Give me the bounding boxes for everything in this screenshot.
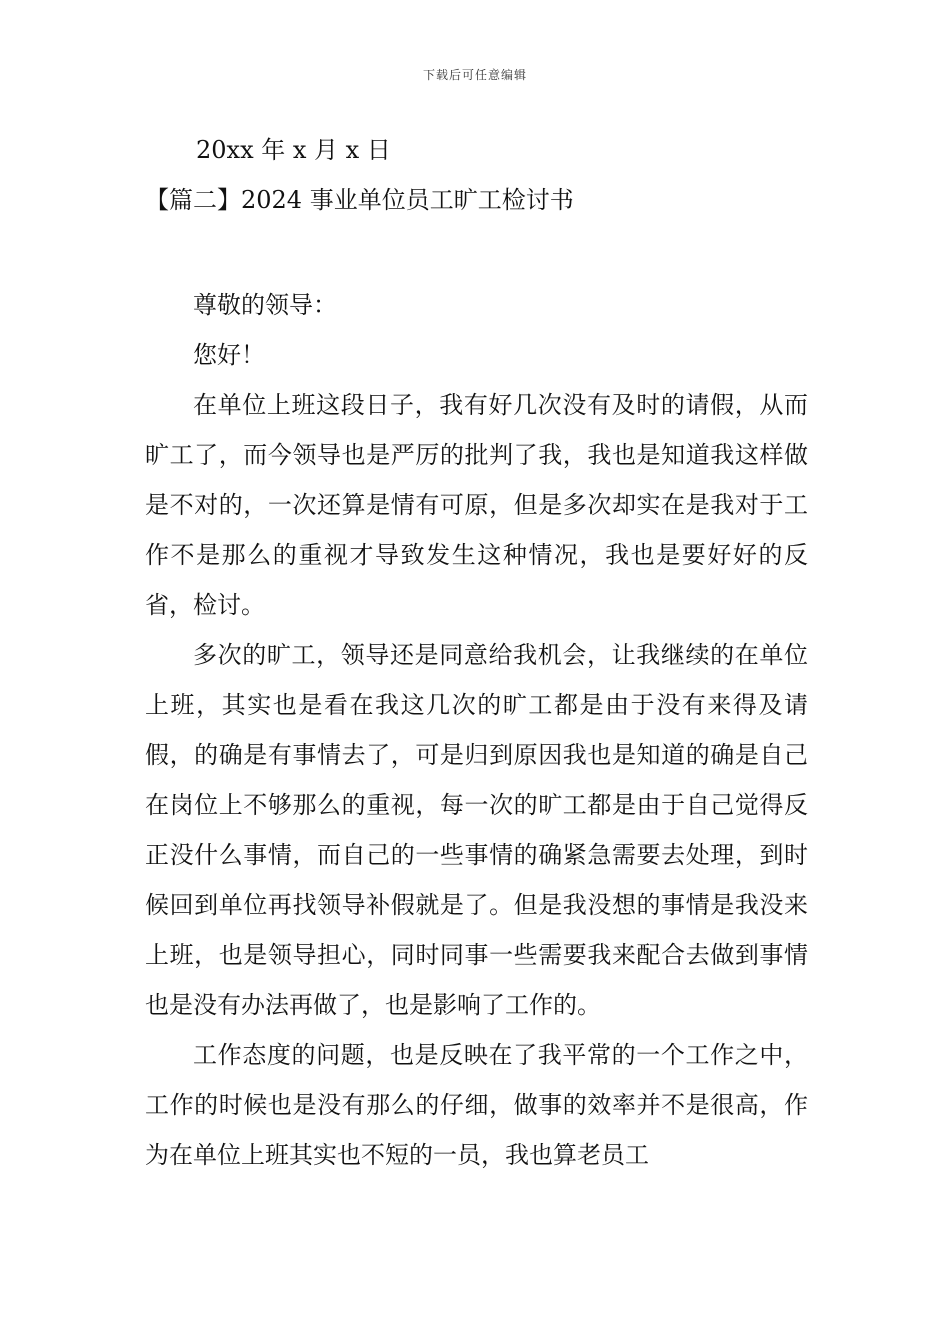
paragraph-3: 工作态度的问题，也是反映在了我平常的一个工作之中，工作的时候也是没有那么的仔细，做事的效率并不是很高，作为在单位上班其实也不短的一员，我也算老员工 [145,1041,808,1169]
salutation: 尊敬的领导： [193,291,337,319]
paragraph-2: 多次的旷工，领导还是同意给我机会，让我继续的在单位上班，其实也是看在我这几次的旷工都是由于没有来得及请假，的确是有事情去了，可是归到原因我也是知道的确是自己在岗位上不够那么的重视，每一次的旷工都是由于自己觉得反正没什么事情，而自己的一些事情的确紧急需要去处理，到时候回到单位再找领导补假就是了。但是我没想的事情是我没来上班，也是领导担心，同时同事一些需要我来配合去做到事情也是没有办法再做了，也是影响了工作的。 [145,641,808,1019]
greeting: 您好！ [193,341,265,369]
paragraph-1: 在单位上班这段日子，我有好几次没有及时的请假，从而旷工了，而今领导也是严厉的批判了我，我也是知道我这样做是不对的，一次还算是情有可原，但是多次却实在是我对于工作不是那么的重视才导致发生这种情况，我也是要好好的反省，检讨。 [145,391,808,619]
section-title: 【篇二】2024 事业单位员工旷工检讨书 [145,186,574,214]
header-note: 下载后可任意编辑 [422,68,527,82]
letter-body [145,280,808,1180]
date-line: 20xx 年 x 月 x 日 [196,136,391,164]
